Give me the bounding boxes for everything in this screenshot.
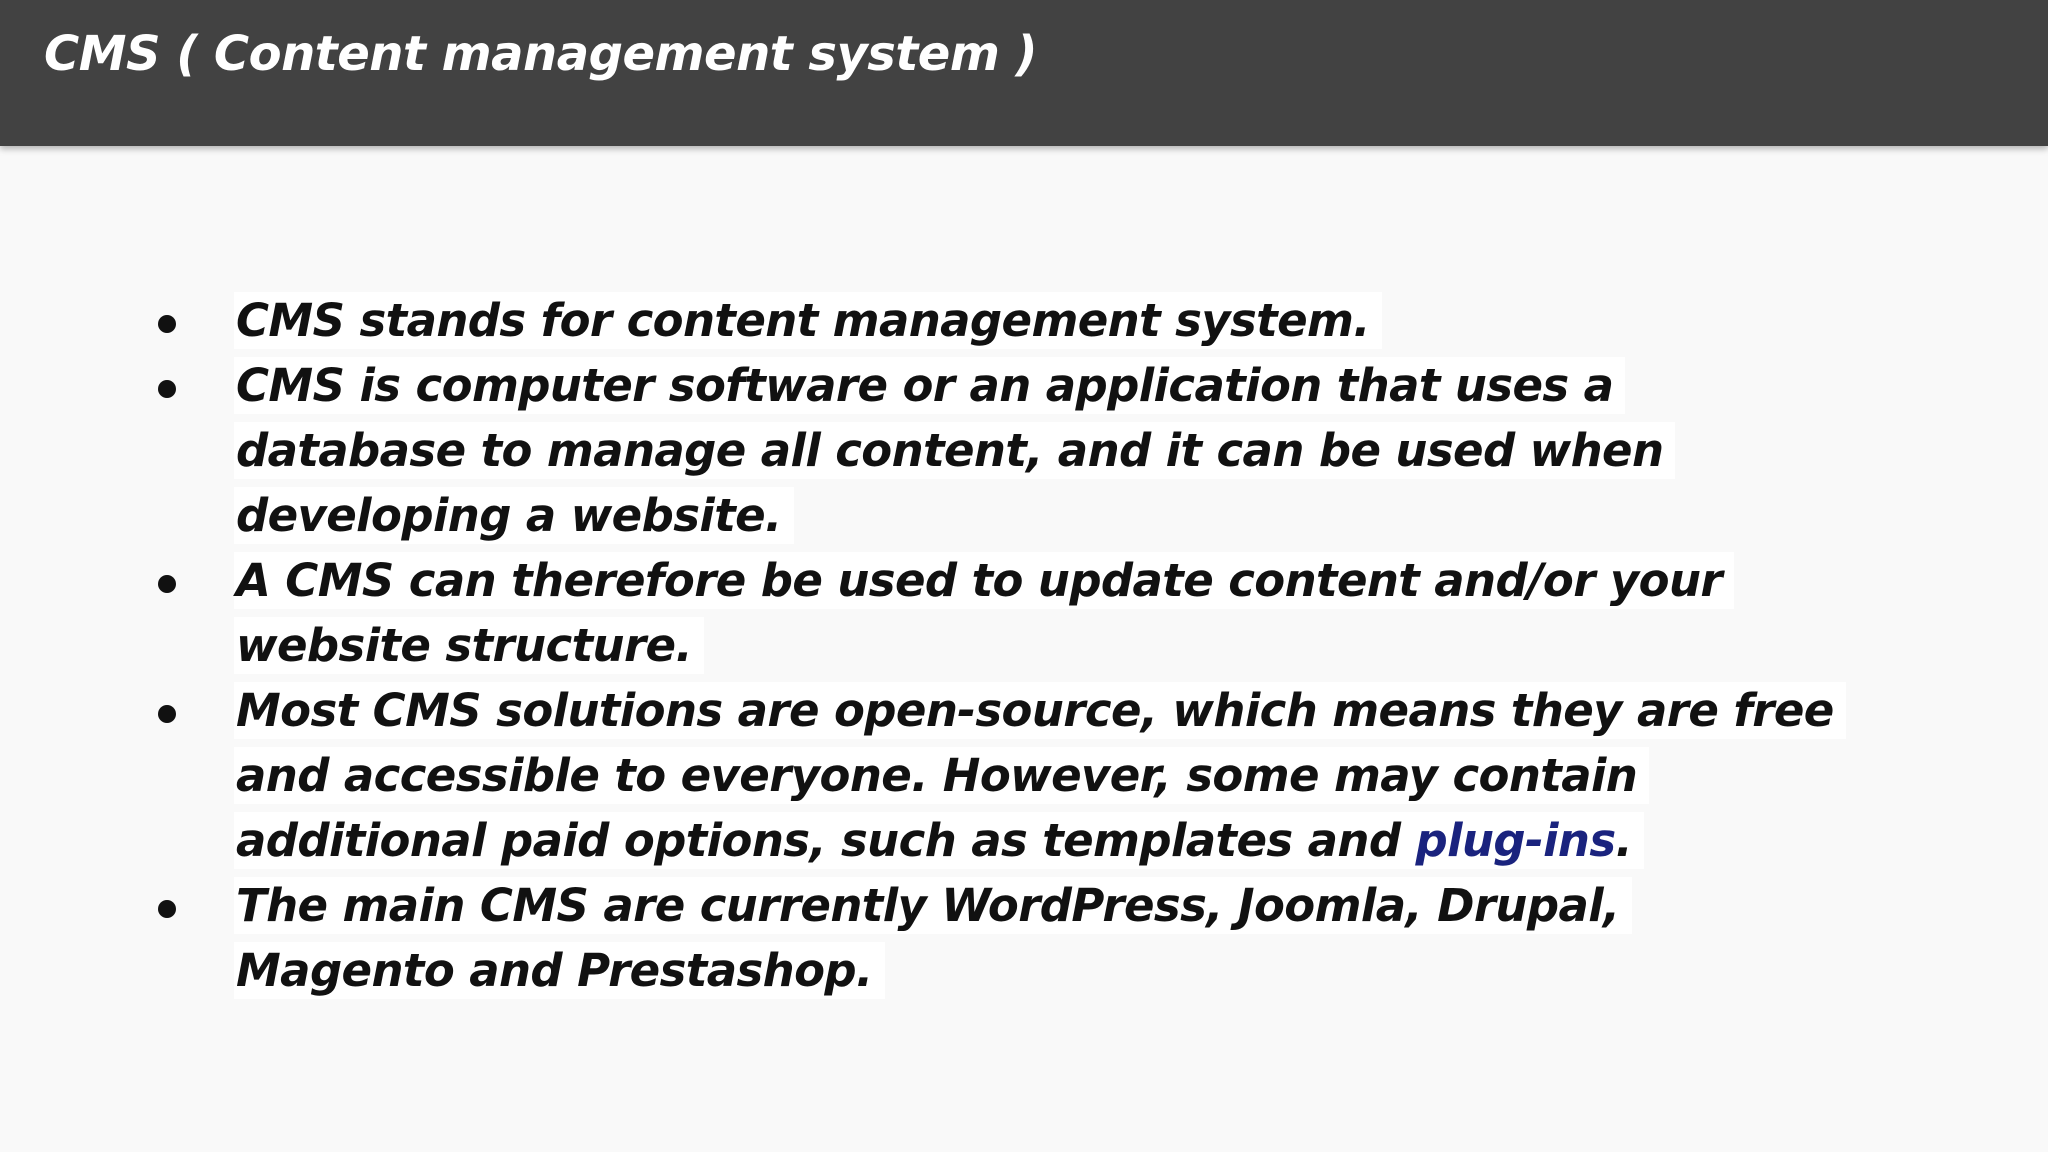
bullet-text-segment: additional paid options, such as templates and (236, 814, 1416, 867)
bullet-dot-icon (158, 900, 176, 918)
bullet-item (150, 678, 1950, 873)
bullet-text-line: developing a website. (234, 487, 794, 544)
bullet-text-line: website structure. (234, 617, 704, 674)
bullet-dot-icon (158, 315, 176, 333)
plug-ins-link[interactable]: plug-ins (1415, 814, 1616, 867)
bullet-text-segment: . (1615, 814, 1633, 867)
bullet-text-line: CMS stands for content management system. (234, 292, 1382, 349)
bullet-dot-icon (158, 705, 176, 723)
bullet-item (150, 548, 1950, 678)
bullet-text-line: database to manage all content, and it can be used when (234, 422, 1675, 479)
bullet-text-line: and accessible to everyone. However, some may contain (234, 747, 1649, 804)
bullet-text-line-with-link (234, 812, 1644, 869)
bullet-item (150, 873, 1950, 1003)
bullet-text-line: The main CMS are currently WordPress, Joomla, Drupal, (234, 877, 1632, 934)
bullet-dot-icon (158, 575, 176, 593)
bullet-item (150, 288, 1950, 353)
bullet-text-line: Most CMS solutions are open-source, which means they are free (234, 682, 1846, 739)
bullet-text-line: Magento and Prestashop. (234, 942, 885, 999)
bullet-list (150, 288, 1950, 1003)
bullet-text-line: A CMS can therefore be used to update content and/or your (234, 552, 1734, 609)
bullet-item (150, 353, 1950, 548)
title-bar (0, 0, 2048, 146)
bullet-dot-icon (158, 380, 176, 398)
slide-title: CMS ( Content management system ) (44, 26, 1037, 82)
bullet-text-line: CMS is computer software or an application that uses a (234, 357, 1625, 414)
